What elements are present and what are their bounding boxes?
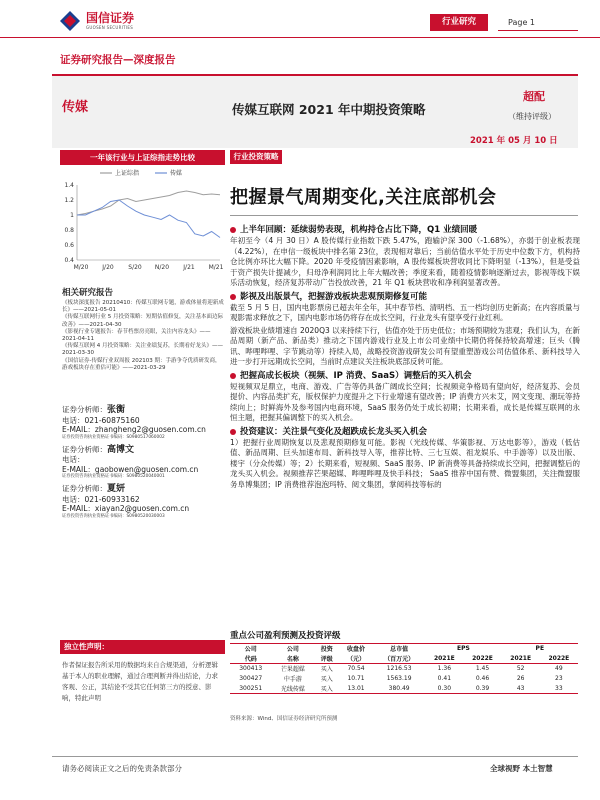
th-eps-2021: 2021E xyxy=(425,654,463,664)
forecast-table xyxy=(230,643,578,694)
th-eps-2022: 2022E xyxy=(463,654,501,664)
section-heading xyxy=(230,426,580,438)
analyst-title xyxy=(62,445,224,456)
brand-mark-icon xyxy=(58,9,82,33)
th-pe: PE xyxy=(502,644,578,654)
brand-sub: GUOSEN SECURITIES xyxy=(86,25,134,30)
related-item: 《影视行业专题报告：春节档票房亮眼，关注内容龙头》——2021-04-11 xyxy=(62,328,211,343)
section-heading xyxy=(230,224,580,236)
legend-label: 传媒 xyxy=(170,170,183,177)
section-paragraph: 年初至今（4 月 30 日）A 股传媒行业指数下跌 5.47%，跑输沪深 300（-1.68%），亦弱于创业板表现（4.22%），在申信一级板块中排名第 23位，表现相对靠后；当前估值水平处于历史中位数下方，机构持仓比例亦环比大幅下降。2020 年受疫情因素影响，A 股传媒板块营收同比下降明显（-13%），但是受益于资产损失计提减少，归母净利润同比上年大幅改善；季度来看，随着疫情影响逐渐过去，影视等线下娱乐活动恢复，经济复苏带动广告投放改善，21 年 Q1 板块营收和净利润显著改善。 xyxy=(230,236,580,287)
section-heading xyxy=(230,291,580,303)
analyst-title xyxy=(62,405,224,416)
table-cell: 33 xyxy=(540,684,578,694)
related-item: 《传媒互联网行业 5 月投资策略：短期估值修复，关注基本面边际改善》——2021-04-30 xyxy=(62,314,223,328)
x-tick-label: J/20 xyxy=(102,264,114,271)
series-line-1 xyxy=(77,200,220,238)
table-cell: 1.36 xyxy=(437,665,452,673)
section-heading-text: 上半年回顾：延续弱势表现，机构持仓占比下降，Q1 业绩回暖 xyxy=(240,225,478,235)
series-line-0 xyxy=(77,191,220,215)
th-eps: EPS xyxy=(425,644,501,654)
table-cell: 1.45 xyxy=(475,665,490,673)
brand-name: 国信证券 xyxy=(86,11,135,25)
header-rule xyxy=(0,37,600,38)
report-type: 证券研究报告—深度报告 xyxy=(60,54,176,66)
table-cell: 13.01 xyxy=(339,684,373,694)
table-cell: 10.71 xyxy=(347,675,365,682)
table-cell: 0.39 xyxy=(463,684,501,694)
disclaimer-header: 独立性声明： xyxy=(60,640,225,654)
th-rating: 投资 xyxy=(314,644,339,654)
analyst-email: E-MAIL：xiayan2@guosen.com.cn xyxy=(62,504,190,513)
table-cell: 26 xyxy=(516,675,525,682)
analyst-name: 张衡 xyxy=(107,405,126,415)
section-heading-text: 投资建议：关注景气变化及超跌成长龙头买入机会 xyxy=(240,426,428,437)
table-cell: 芒果超媒 xyxy=(280,666,305,674)
related-item: 《国信证券-传媒行业双周报 202103 期：手游争夺优质研发商，游戏板块存在重估可能》——2021-03-29 xyxy=(62,357,221,371)
table-cell: 买入 xyxy=(314,684,339,694)
rating-sub: （维持评级） xyxy=(508,112,556,121)
title-rule xyxy=(230,215,578,216)
sector-label: 传媒 xyxy=(62,100,89,115)
x-tick-label: J/21 xyxy=(183,264,195,271)
th-pe-2022: 2022E xyxy=(540,654,578,664)
related-item: 《传媒互联网 4 月投资策略：关注业绩复苏，长期看好龙头》——2021-03-30 xyxy=(62,343,223,357)
th-company: 公司 xyxy=(230,644,271,654)
th-price: 收盘价 xyxy=(339,644,373,654)
y-tick-label: 1.4 xyxy=(64,182,74,189)
table-cell: 0.46 xyxy=(475,675,490,682)
header-tag: 行业研究 xyxy=(430,14,488,31)
y-tick-label: 1 xyxy=(70,212,74,219)
th-company: 公司 xyxy=(271,644,314,654)
table-cell: 0.41 xyxy=(437,675,452,682)
bullet-icon xyxy=(230,227,236,233)
trend-chart xyxy=(55,165,225,275)
table-cell: 70.54 xyxy=(347,665,365,673)
related-item: 《板块深度报告 20210410：传媒互联网专题，游戏体量将迎新成长》——2021-05-01 xyxy=(62,300,224,314)
section-paragraph: 游戏板块业绩增速自 2020Q3 以来持续下行，估值亦处于历史低位；市场预期较为悲观；我们认为，在新品周期（新产品、新品类）推动之下国内游戏行业及上市公司业绩中长期仍将保持较高增速；巨头（腾讯、哔哩哔哩、字节跳动等）持续入局，战略投资游戏研发公司有望重塑游戏公司估值体系、新科技导入进一步打开远期成长空间，当前时点建议关注板块底部反转可能。 xyxy=(230,325,580,366)
x-tick-label: N/20 xyxy=(154,264,170,271)
analyst-cert: 证券投资咨询执业资格证书编码：S0980520040001 xyxy=(62,474,165,479)
table-body xyxy=(230,664,578,694)
bullet-icon xyxy=(230,429,236,435)
th-unit-mktcap: （百万元） xyxy=(373,654,425,664)
related-header: 相关研究报告 xyxy=(62,288,114,298)
table-cell: 买入 xyxy=(320,666,333,674)
table-cell: 1216.53 xyxy=(386,665,412,673)
main-title: 把握景气周期变化,关注底部机会 xyxy=(230,187,497,208)
analyst-phone: 电话：021-60933162 xyxy=(62,494,140,504)
table-cell: 52 xyxy=(516,665,525,673)
table-row xyxy=(230,664,578,674)
table-title: 重点公司盈利预测及投资评级 xyxy=(230,631,341,641)
analyst-email: E-MAIL：zhangheng2@guosen.com.cn xyxy=(62,425,206,434)
table-cell: 300427 xyxy=(239,675,263,682)
rating: 超配 xyxy=(523,90,545,103)
chart-header: 一年该行业与上证综指走势比较 xyxy=(60,150,225,165)
footer-rule xyxy=(52,756,578,757)
report-title: 传媒互联网 2021 年中期投资策略 xyxy=(232,102,426,117)
section-paragraph: 截至 5 月 5 日，国内电影票房已超去年全年，其中春节档、清明档、五一档均创历史新高；在内容质量与观影需求释放之下，国内电影市场仍将存在成长空间，行业龙头有望享受行业红利。 xyxy=(230,302,580,322)
x-tick-label: M/20 xyxy=(73,264,89,271)
y-tick-label: 0.8 xyxy=(64,227,74,234)
strategy-tag: 行业投资策略 xyxy=(230,150,282,164)
section-heading xyxy=(230,370,580,382)
th-code: 代码 xyxy=(230,654,271,664)
table-cell: 43 xyxy=(502,684,540,694)
brand-logo xyxy=(58,8,158,34)
page-number: Page 1 xyxy=(498,14,578,31)
analyst-list xyxy=(62,405,224,524)
th-rating2: 评级 xyxy=(314,654,339,664)
bullet-icon xyxy=(230,294,236,300)
footer-slogan: 全球视野 本土智慧 xyxy=(490,764,553,773)
th-mktcap: 总市值 xyxy=(373,644,425,654)
table-cell: 买入 xyxy=(320,676,333,683)
x-tick-label: S/20 xyxy=(128,264,142,271)
table-header-row xyxy=(230,644,578,654)
table-cell: 中手游 xyxy=(283,676,302,683)
y-tick-label: 1.2 xyxy=(64,197,74,204)
section-heading-text: 把握高成长板块（视频、IP 消费、SaaS）调整后的买入机会 xyxy=(240,370,472,381)
analyst-role: 证券分析师： xyxy=(62,405,107,414)
legend-label: 上证综指 xyxy=(115,170,140,177)
analyst-cert: 证券投资咨询执业资格证书编码：S0980520030003 xyxy=(62,513,165,519)
table-cell: 380.49 xyxy=(373,684,425,694)
x-tick-label: M/21 xyxy=(208,264,224,271)
table-row xyxy=(230,674,578,684)
table-row xyxy=(230,684,578,694)
analyst-name: 夏妍 xyxy=(107,484,126,494)
bullet-icon xyxy=(230,373,236,379)
y-tick-label: 0.4 xyxy=(64,257,74,264)
section-paragraph: 短视频双足鼎立，电商、游戏、广告等仍具备广阔成长空间；长视频竞争格局有望向好，经济复苏、会员提价、内容品类扩充，版权保护力度提升之下行业增速有望改善；IP 消费方兴未艾，网文变现、潮玩等持续向上；时鲜海外及参考国内电商环境，SaaS 服务仍处于成长初期；长期来看，成长是传媒互联网的永恒主题，把握其偏调整下的买入机会。 xyxy=(230,381,580,422)
analyst-role: 证券分析师： xyxy=(62,484,107,493)
table-cell: 0.30 xyxy=(425,684,463,694)
y-tick-label: 0.6 xyxy=(64,242,74,249)
table-cell: 23 xyxy=(555,675,563,682)
report-date: 2021 年 05 月 10 日 xyxy=(470,136,558,146)
th-name: 名称 xyxy=(271,654,314,664)
table-source: 资料来源：Wind、国信证券经济研究所预测 xyxy=(230,716,338,722)
analyst-role: 证券分析师： xyxy=(62,444,107,454)
analyst-cert: 证券投资咨询执业资格证书编码：S0980517060002 xyxy=(62,434,165,440)
analyst-name: 高博文 xyxy=(107,444,135,455)
analyst-phone: 电话：021-60875160 xyxy=(62,415,140,425)
table-cell: 300251 xyxy=(230,684,271,694)
analyst-block xyxy=(62,484,224,520)
main-body xyxy=(230,222,580,492)
table-cell: 49 xyxy=(555,665,563,673)
analyst-title xyxy=(62,484,224,495)
footer-note: 请务必阅读正文之后的免责条款部分 xyxy=(62,764,182,773)
analyst-block xyxy=(62,445,224,481)
analyst-phone: 电话： xyxy=(62,455,85,464)
section-heading-text: 影视及出版景气，把握游戏板块悲观预期修复可能 xyxy=(240,291,428,302)
table-cell: 光线传媒 xyxy=(271,684,314,694)
th-pe-2021: 2021E xyxy=(502,654,540,664)
table-header-row xyxy=(230,654,578,664)
analyst-email: E-MAIL：gaobowen@guosen.com.cn xyxy=(62,464,199,474)
section-paragraph: 1）把握行业周期恢复以及悲观预期修复可能。影视（光线传媒、华策影视、万达电影等），游戏（低估值、新品周期、巨头加速布局、新科技导入等，推荐比特、三七互娱、祖龙娱乐、中手游等）以及出版、楼宇（分众传媒）等；2）长期来看，短视频、SaaS 服务、IP 新消费等具备持续成长空间，把握调整后的龙头买入机会。视频推荐芒果超媒、哔哩哔哩及快手科技； SaaS 推荐中国有赞、微盟集团，关注微盟服务阜博集团；IP 消费推荐泡泡玛特、阅文集团，掌阅科技等标的 xyxy=(230,437,580,489)
th-unit-price: （元） xyxy=(339,654,373,664)
table-cell: 1563.19 xyxy=(386,675,412,682)
disclaimer-text: 作者保证报告所采用的数据均来自合规渠道，分析逻辑基于本人的职业理解，通过合理判断并得出结论，力求客观、公正，其结论不受其它任何第三方的授意、影响，特此声明 xyxy=(62,661,218,702)
related-list xyxy=(62,300,224,372)
table-cell: 300413 xyxy=(239,665,263,673)
analyst-block xyxy=(62,405,224,441)
